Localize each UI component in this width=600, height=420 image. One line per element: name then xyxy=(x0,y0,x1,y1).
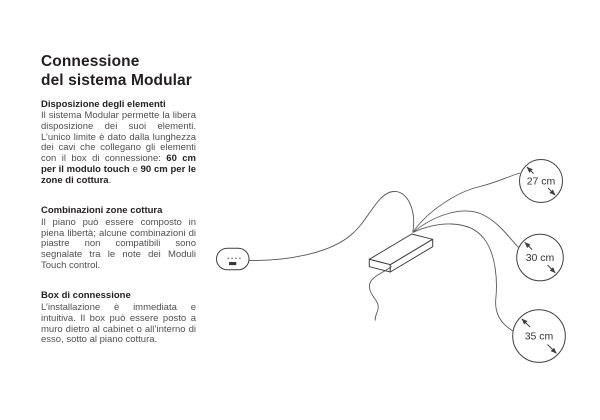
zone-circle-35cm xyxy=(513,310,566,363)
page-title-line-2: del sistema Modular xyxy=(41,72,192,90)
zone-diameter-label: 27 cm xyxy=(526,175,556,188)
zone-circle-27cm xyxy=(520,160,563,203)
section-heading: Disposizione degli elementi xyxy=(41,98,166,110)
section-paragraph: Il sistema Modular permette la libera disposizione dei suoi elementi. L’unico limite è dato dalla lunghezza dei cavi che collegano gli elementi con il box di connessione: 60 cm per il modulo touch e 90 cm per le zone di cottura. xyxy=(41,110,197,186)
section-heading: Box di connessione xyxy=(41,290,131,302)
section-heading: Combinazioni zone cottura xyxy=(41,205,163,217)
zone-circle-30cm xyxy=(517,234,564,281)
page-title-line-1: Connessione xyxy=(41,53,140,70)
zone-diameter-label: 35 cm xyxy=(524,330,554,343)
zone-cable-27cm xyxy=(413,173,520,233)
section-paragraph: L’installazione è immediata e intuitiva. Il box può essere posto a muro dietro al cabinet o all’interno di esso, sotto al piano cottura. xyxy=(41,302,196,346)
touch-module-port-icon xyxy=(229,262,236,265)
section-paragraph: Il piano può essere composto in piena libertà; alcune combinazioni di piastre non compatibili sono segnalate tra le note dei Moduli Touch control. xyxy=(41,216,196,271)
zone-diameter-label: 30 cm xyxy=(525,252,555,264)
touch-module xyxy=(217,248,250,270)
power-cable xyxy=(369,267,391,321)
touch-module-body xyxy=(217,248,250,270)
connection-box xyxy=(369,234,432,272)
